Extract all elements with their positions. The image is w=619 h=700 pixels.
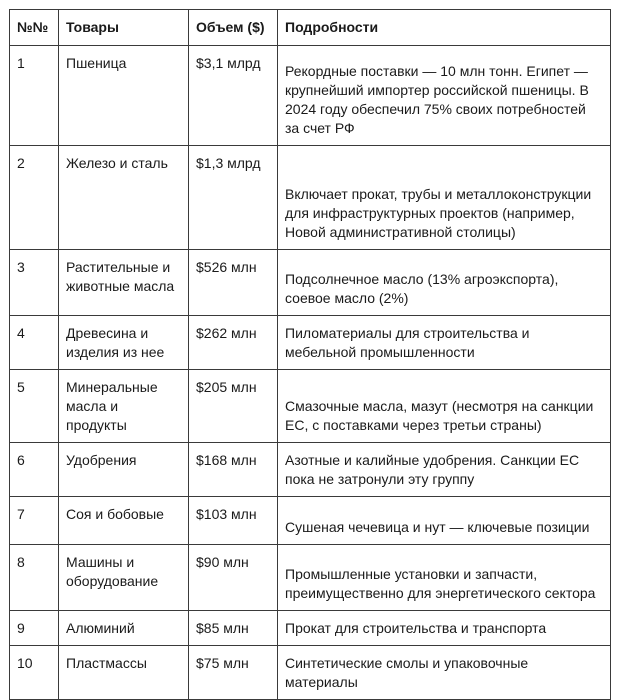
table-row (10, 370, 611, 443)
cell-details: Сушеная чечевица и нут — ключевые позиции (278, 497, 611, 545)
cell-details: Рекордные поставки — 10 млн тонн. Египет — крупнейший импортер российской пшеницы. В 2024 году обеспечил 75% своих потребностей за счет РФ (278, 46, 611, 146)
cell-volume: $3,1 млрд (189, 46, 278, 146)
cell-volume: $526 млн (189, 250, 278, 316)
cell-goods: Пшеница (59, 46, 189, 146)
cell-number: 6 (10, 443, 59, 497)
cell-volume: $103 млн (189, 497, 278, 545)
table-row (10, 46, 611, 146)
cell-number: 2 (10, 146, 59, 250)
cell-details: Пиломатериалы для строительства и мебельной промышленности (278, 316, 611, 370)
cell-number: 1 (10, 46, 59, 146)
cell-volume: $168 млн (189, 443, 278, 497)
table-row (10, 316, 611, 370)
cell-number: 4 (10, 316, 59, 370)
cell-volume: $262 млн (189, 316, 278, 370)
table-row (10, 443, 611, 497)
exports-table-container (9, 9, 611, 700)
table-row (10, 545, 611, 611)
cell-number: 5 (10, 370, 59, 443)
cell-goods: Железо и сталь (59, 146, 189, 250)
cell-details: Смазочные масла, мазут (несмотря на санкции ЕС, с поставками через третьи страны) (278, 370, 611, 443)
header-volume: Объем ($) (189, 10, 278, 46)
cell-goods: Алюминий (59, 611, 189, 646)
cell-details: Азотные и калийные удобрения. Санкции ЕС пока не затронули эту группу (278, 443, 611, 497)
header-number: №№ (10, 10, 59, 46)
exports-table (9, 9, 611, 700)
header-goods: Товары (59, 10, 189, 46)
cell-goods: Древесина и изделия из нее (59, 316, 189, 370)
cell-number: 7 (10, 497, 59, 545)
cell-number: 10 (10, 646, 59, 700)
cell-volume: $85 млн (189, 611, 278, 646)
cell-details: Включает прокат, трубы и металлоконструкции для инфраструктурных проектов (например, Новой административной столицы) (278, 146, 611, 250)
table-row (10, 146, 611, 250)
cell-goods: Растительные и животные масла (59, 250, 189, 316)
cell-details: Подсолнечное масло (13% агроэкспорта), соевое масло (2%) (278, 250, 611, 316)
header-details: Подробности (278, 10, 611, 46)
cell-details: Прокат для строительства и транспорта (278, 611, 611, 646)
cell-volume: $75 млн (189, 646, 278, 700)
table-header-row (10, 10, 611, 46)
cell-goods: Соя и бобовые (59, 497, 189, 545)
cell-goods: Минеральные масла и продукты (59, 370, 189, 443)
cell-details: Синтетические смолы и упаковочные материалы (278, 646, 611, 700)
cell-volume: $205 млн (189, 370, 278, 443)
cell-goods: Машины и оборудование (59, 545, 189, 611)
cell-number: 8 (10, 545, 59, 611)
cell-volume: $1,3 млрд (189, 146, 278, 250)
cell-number: 3 (10, 250, 59, 316)
table-row (10, 646, 611, 700)
cell-goods: Пластмассы (59, 646, 189, 700)
table-row (10, 611, 611, 646)
cell-details: Промышленные установки и запчасти, преимущественно для энергетического сектора (278, 545, 611, 611)
table-row (10, 250, 611, 316)
table-row (10, 497, 611, 545)
cell-volume: $90 млн (189, 545, 278, 611)
cell-number: 9 (10, 611, 59, 646)
cell-goods: Удобрения (59, 443, 189, 497)
